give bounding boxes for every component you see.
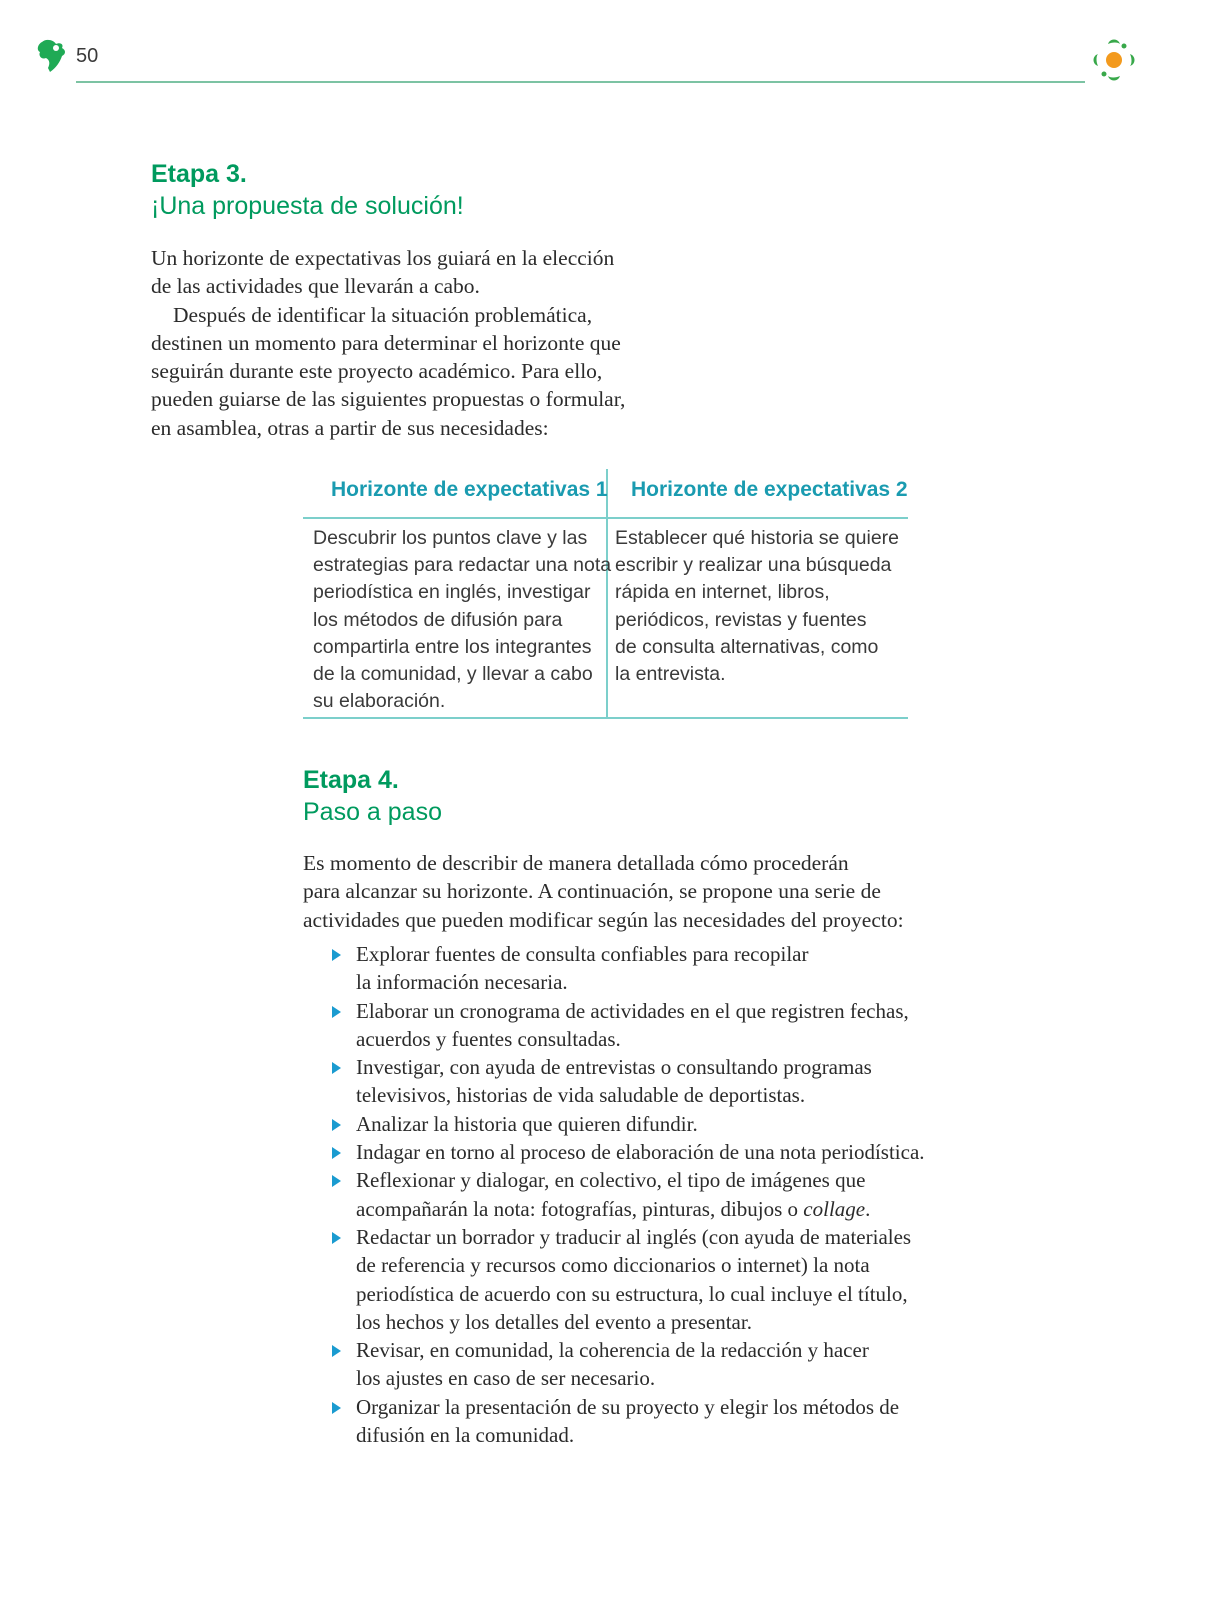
list-item — [330, 997, 925, 1054]
item-line: la información necesaria. — [356, 970, 568, 995]
table-header-2: Horizonte de expectativas 2 — [631, 478, 908, 501]
item-line: Explorar fuentes de consulta confiables para recopilar — [356, 942, 809, 966]
list-item — [330, 1223, 925, 1336]
triangle-bullet-icon — [332, 1147, 341, 1159]
text-line: Es momento de describir de manera detallada cómo procederán — [303, 851, 849, 875]
text-line: actividades que pueden modificar según las necesidades del proyecto: — [303, 907, 904, 932]
cell-line: escribir y realizar una búsqueda — [615, 554, 892, 577]
text-line: pueden guiarse de las siguientes propuestas o formular, — [151, 387, 626, 412]
cell-line: periodística en inglés, investigar — [313, 581, 591, 604]
table-cell-1 — [313, 525, 611, 715]
item-line-end: . — [865, 1196, 871, 1221]
stage3-title: Etapa 3. — [151, 160, 247, 188]
table-cell-2 — [615, 525, 899, 688]
item-line: Investigar, con ayuda de entrevistas o consultando programas — [356, 1055, 872, 1080]
cell-line: los métodos de difusión para — [313, 608, 563, 631]
item-line: Elaborar un cronograma de actividades en el que registren fechas, — [356, 998, 909, 1023]
text-line: seguirán durante este proyecto académico. Para ello, — [151, 359, 603, 384]
cell-line: periódicos, revistas y fuentes — [615, 608, 867, 631]
triangle-bullet-icon — [332, 1119, 341, 1131]
cell-line: Establecer qué historia se quiere — [615, 527, 899, 549]
cell-line: compartirla entre los integrantes — [313, 635, 592, 658]
activities-list — [330, 940, 925, 1449]
list-item — [330, 940, 925, 997]
stage4-intro — [303, 849, 904, 934]
item-line: acuerdos y fuentes consultadas. — [356, 1026, 621, 1051]
stage4-title: Etapa 4. — [303, 766, 399, 794]
table-header-divider — [303, 517, 908, 519]
triangle-bullet-icon — [332, 1402, 341, 1414]
item-line-text: acompañarán la nota: fotografías, pinturas, dibujos o — [356, 1196, 804, 1221]
item-line: periodística de acuerdo con su estructura, lo cual incluye el título, — [356, 1281, 908, 1306]
expectations-table — [303, 469, 908, 719]
cell-line: de consulta alternativas, como — [615, 635, 879, 658]
list-item — [330, 1138, 925, 1166]
cell-line: la entrevista. — [615, 663, 726, 686]
item-line: Revisar, en comunidad, la coherencia de la redacción y hacer — [356, 1338, 869, 1363]
item-line — [356, 1195, 925, 1223]
item-line: los ajustes en caso de ser necesario. — [356, 1366, 656, 1391]
list-item — [330, 1393, 925, 1450]
stage3-subtitle: ¡Una propuesta de solución! — [151, 192, 464, 220]
green-figure-icon — [36, 38, 68, 74]
item-line: Organizar la presentación de su proyecto y elegir los métodos de — [356, 1394, 900, 1419]
list-item — [330, 1166, 925, 1223]
list-item — [330, 1110, 925, 1138]
cell-line: estrategias para redactar una nota — [313, 554, 612, 577]
page-number: 50 — [76, 45, 99, 67]
item-line: Redactar un borrador y traducir al inglés (con ayuda de materiales — [356, 1224, 912, 1249]
text-line: destinen un momento para determinar el horizonte que — [151, 330, 621, 355]
item-line: Indagar en torno al proceso de elaboración de una nota periodística. — [356, 1140, 925, 1165]
text-line: Después de identificar la situación problemática, — [173, 302, 593, 327]
stage3-paragraph — [151, 244, 625, 442]
text-line: para alcanzar su horizonte. A continuación, se propone una serie de — [303, 879, 881, 904]
cell-line: Descubrir los puntos clave y las — [313, 527, 588, 549]
item-line: Analizar la historia que quieren difundir. — [356, 1111, 698, 1136]
triangle-bullet-icon — [332, 1175, 341, 1187]
triangle-bullet-icon — [332, 1345, 341, 1357]
triangle-bullet-icon — [332, 1006, 341, 1018]
page-header — [0, 0, 1214, 90]
item-line: televisivos, historias de vida saludable de deportistas. — [356, 1083, 806, 1108]
circular-swirl-logo-icon — [1088, 34, 1140, 86]
text-line: en asamblea, otras a partir de sus necesidades: — [151, 415, 549, 440]
item-line: difusión en la comunidad. — [356, 1423, 575, 1448]
cell-line: de la comunidad, y llevar a cabo — [313, 663, 593, 686]
table-bottom-rule — [303, 717, 908, 719]
item-line: de referencia y recursos como diccionarios o internet) la nota — [356, 1253, 870, 1278]
list-item — [330, 1053, 925, 1110]
triangle-bullet-icon — [332, 949, 341, 961]
triangle-bullet-icon — [332, 1232, 341, 1244]
stage4-subtitle: Paso a paso — [303, 798, 442, 826]
table-header-1: Horizonte de expectativas 1 — [331, 478, 608, 501]
triangle-bullet-icon — [332, 1062, 341, 1074]
list-item — [330, 1336, 925, 1393]
cell-line: rápida en internet, libros, — [615, 581, 830, 604]
item-line: Reflexionar y dialogar, en colectivo, el tipo de imágenes que — [356, 1168, 866, 1193]
item-line: los hechos y los detalles del evento a presentar. — [356, 1309, 752, 1334]
italic-word: collage — [803, 1196, 866, 1221]
cell-line: su elaboración. — [313, 690, 446, 713]
text-line: Un horizonte de expectativas los guiará en la elección — [151, 246, 615, 270]
header-divider — [76, 81, 1085, 83]
text-line: de las actividades que llevarán a cabo. — [151, 274, 480, 299]
